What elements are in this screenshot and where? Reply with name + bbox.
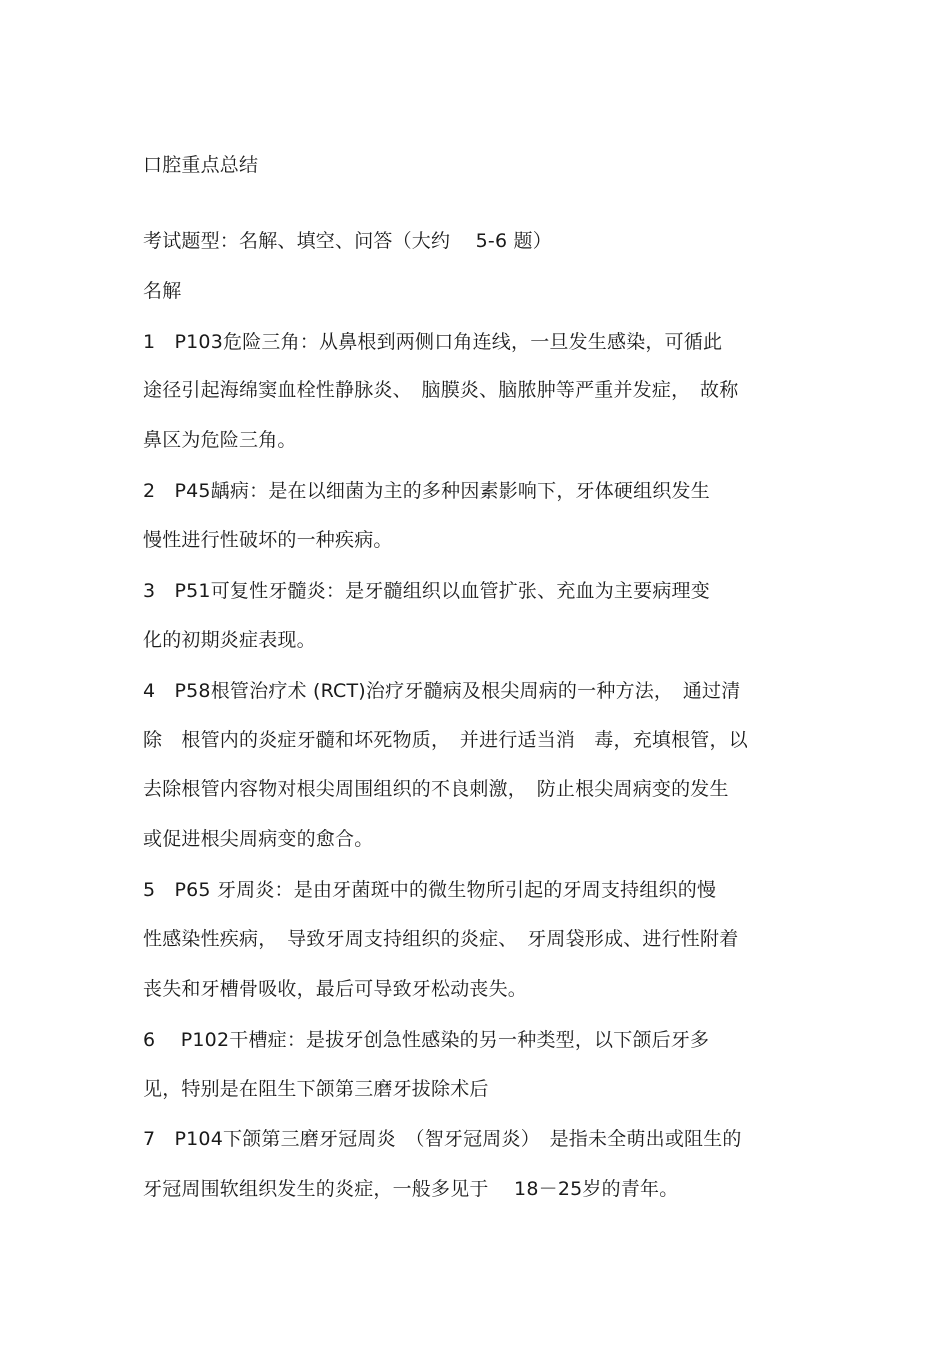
- term-4-line-2: 除 根管内的炎症牙髓和坏死物质， 并进行适当消 毒，充填根管，以: [143, 729, 748, 751]
- term-5-line-1: 5 P65 牙周炎：是由牙菌斑中的微生物所引起的牙周支持组织的慢: [143, 879, 717, 901]
- term-4-line-3: 去除根管内容物对根尖周围组织的不良刺激， 防止根尖周病变的发生: [143, 778, 729, 800]
- term-6-line-2: 见，特别是在阻生下颌第三磨牙拔除术后: [143, 1078, 489, 1100]
- term-4-line-1: 4 P58根管治疗术 (RCT)治疗牙髓病及根尖周病的一种方法， 通过清: [143, 680, 741, 702]
- term-2-line-2: 慢性进行性破坏的一种疾病。: [143, 529, 393, 551]
- exam-type-line: 考试题型：名解、填空、问答（大约 5-6 题）: [143, 230, 552, 252]
- term-5-line-3: 丧失和牙槽骨吸收，最后可导致牙松动丧失。: [143, 978, 528, 1000]
- term-6-line-1: 6 P102干槽症：是拔牙创急性感染的另一种类型，以下颌后牙多: [143, 1029, 710, 1051]
- term-3-line-1: 3 P51可复性牙髓炎：是牙髓组织以血管扩张、充血为主要病理变: [143, 580, 710, 602]
- term-4-line-4: 或促进根尖周病变的愈合。: [143, 828, 374, 850]
- term-3-line-2: 化的初期炎症表现。: [143, 629, 316, 651]
- term-1-line-1: 1 P103危险三角：从鼻根到两侧口角连线，一旦发生感染，可循此: [143, 331, 723, 353]
- term-7-line-2: 牙冠周围软组织发生的炎症，一般多见于 18－25岁的青年。: [143, 1178, 679, 1200]
- term-1-line-3: 鼻区为危险三角。: [143, 429, 297, 451]
- document-title: 口腔重点总结: [143, 154, 259, 176]
- term-2-line-1: 2 P45龋病：是在以细菌为主的多种因素影响下，牙体硬组织发生: [143, 480, 710, 502]
- term-1-line-2: 途径引起海绵窦血栓性静脉炎、 脑膜炎、脑脓肿等严重并发症， 故称: [143, 379, 739, 401]
- term-5-line-2: 性感染性疾病， 导致牙周支持组织的炎症、 牙周袋形成、进行性附着: [143, 928, 739, 950]
- term-7-line-1: 7 P104下颌第三磨牙冠周炎 （智牙冠周炎） 是指未全萌出或阻生的: [143, 1128, 742, 1150]
- section-heading: 名解: [143, 280, 182, 302]
